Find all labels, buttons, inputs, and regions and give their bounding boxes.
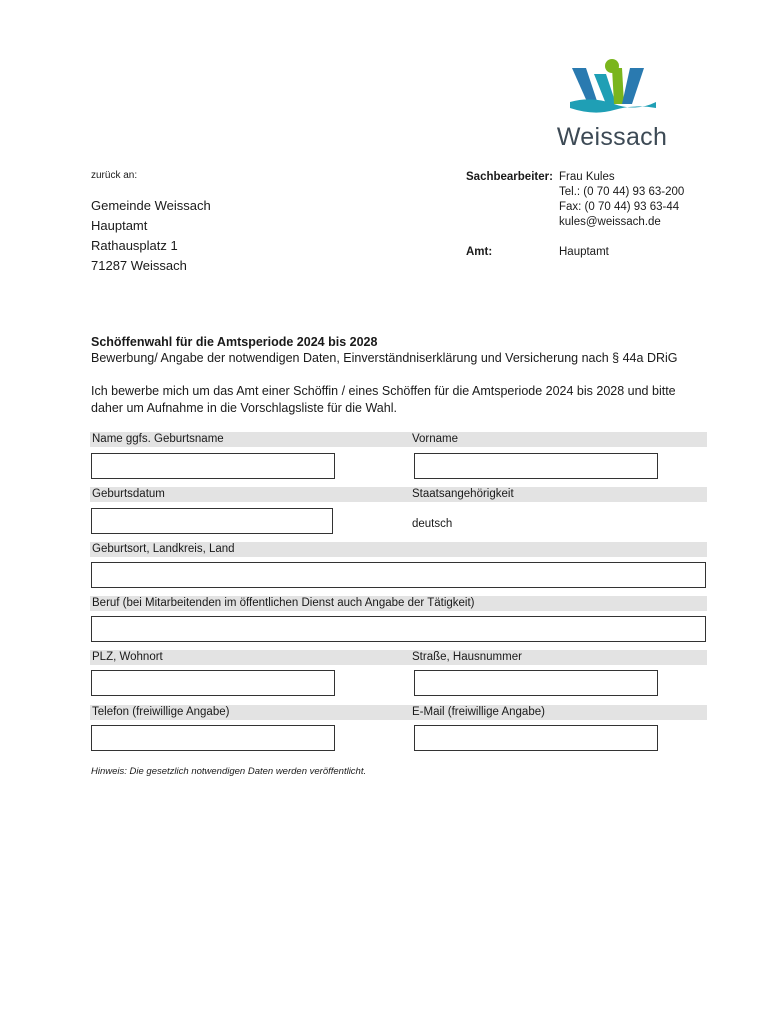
phone-input[interactable] — [91, 725, 335, 751]
weissach-logo — [552, 58, 672, 150]
profession-label: Beruf (bei Mitarbeitenden im öffentlichen Dienst auch Angabe der Tätigkeit) — [92, 597, 475, 609]
clerk-name: Frau Kules — [559, 171, 615, 183]
form-title: Schöffenwahl für die Amtsperiode 2024 bis 2028 — [91, 335, 378, 349]
address-line-3: Rathausplatz 1 — [91, 238, 178, 253]
birthdate-label: Geburtsdatum — [92, 488, 165, 500]
weissach-logo-icon — [552, 58, 672, 118]
footer-note: Hinweis: Die gesetzlich notwendigen Daten werden veröffentlicht. — [91, 766, 367, 777]
firstname-label: Vorname — [412, 433, 459, 445]
zip-label: PLZ, Wohnort — [92, 651, 163, 663]
surname-input[interactable] — [91, 453, 335, 479]
email-label: E-Mail (freiwillige Angabe) — [412, 706, 545, 718]
intro-paragraph — [91, 383, 676, 417]
birthplace-input[interactable] — [91, 562, 706, 588]
profession-input[interactable] — [91, 616, 706, 642]
clerk-fax: Fax: (0 70 44) 93 63-44 — [559, 201, 680, 213]
address-line-2: Hauptamt — [91, 218, 148, 233]
return-label: zurück an: — [91, 170, 138, 181]
intro-line-1: Ich bewerbe mich um das Amt einer Schöffin / eines Schöffen für die Amtsperiode 2024 bis 2028 und bitte — [91, 384, 676, 398]
phone-label: Telefon (freiwillige Angabe) — [92, 706, 230, 718]
label-bar-profession — [90, 596, 707, 611]
clerk-label: Sachbearbeiter: — [466, 171, 553, 183]
clerk-details — [559, 170, 684, 230]
surname-label: Name ggfs. Geburtsname — [92, 433, 224, 445]
firstname-input[interactable] — [414, 453, 658, 479]
label-bar-contact — [90, 705, 707, 720]
email-input[interactable] — [414, 725, 658, 751]
label-bar-birthdate — [90, 487, 707, 502]
recipient-address — [91, 196, 211, 276]
birthdate-input[interactable] — [91, 508, 333, 534]
nationality-label: Staatsangehörigkeit — [412, 488, 514, 500]
office-label: Amt: — [466, 246, 493, 258]
street-input[interactable] — [414, 670, 658, 696]
zip-city-input[interactable] — [91, 670, 335, 696]
street-label: Straße, Hausnummer — [412, 651, 522, 663]
clerk-email[interactable]: kules@weissach.de — [559, 216, 661, 228]
form-subtitle: Bewerbung/ Angabe der notwendigen Daten, Einverständniserklärung und Versicherung nach § 44a DRiG — [91, 351, 678, 365]
label-bar-birthplace — [90, 542, 707, 557]
label-bar-address — [90, 650, 707, 665]
clerk-tel: Tel.: (0 70 44) 93 63-200 — [559, 186, 685, 198]
birthplace-label: Geburtsort, Landkreis, Land — [92, 543, 235, 555]
address-line-1: Gemeinde Weissach — [91, 198, 211, 213]
intro-line-2: daher um Aufnahme in die Vorschlagsliste für die Wahl. — [91, 401, 397, 415]
logo-text: Weissach — [556, 123, 668, 151]
nationality-value: deutsch — [412, 518, 453, 530]
address-line-4: 71287 Weissach — [91, 258, 187, 273]
label-bar-name — [90, 432, 707, 447]
office-value: Hauptamt — [559, 246, 609, 258]
